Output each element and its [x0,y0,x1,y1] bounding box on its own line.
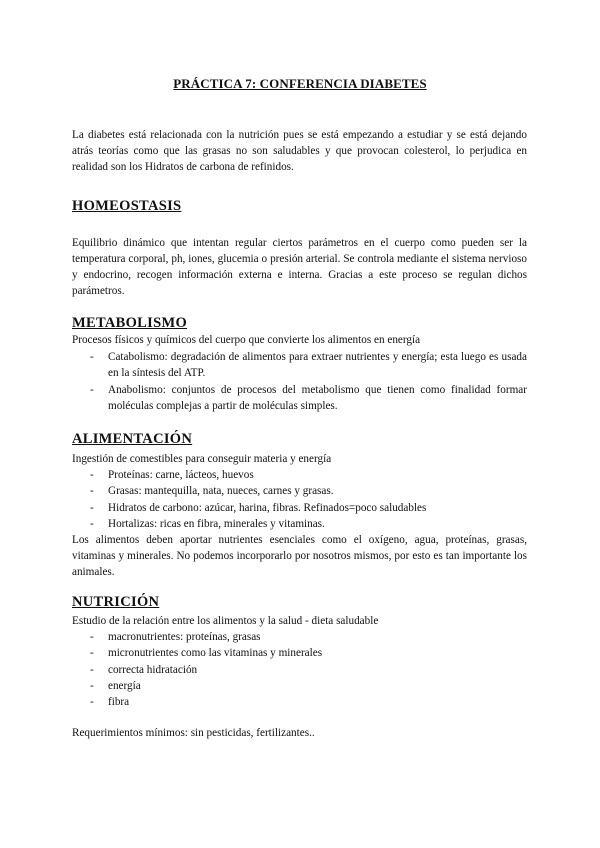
list-item: - correcta hidratación [90,663,198,676]
nutricion-intro: Estudio de la relación entre los alimentos y la salud - dieta saludable [72,615,379,627]
alimentacion-list [72,467,527,532]
list-item: - micronutrientes como las vitaminas y minerales [90,647,323,660]
heading-metabolismo: METABOLISMO [72,315,188,331]
list-item: - fibra [90,696,130,709]
list-item: - Grasas: mantequilla, nata, nueces, carnes y grasas. [90,485,334,498]
heading-alimentacion: ALIMENTACIÓN [72,431,193,447]
heading-homeostasis: HOMEOSTASIS [72,198,182,214]
list-item: - Proteínas: carne, lácteos, huevos [90,469,254,481]
metabolismo-list [72,349,527,414]
list-item: - macronutrientes: proteínas, grasas [90,631,261,643]
metabolismo-intro: Procesos físicos y químicos del cuerpo que convierte los alimentos en energía [72,334,421,346]
page-title: PRÁCTICA 7: CONFERENCIA DIABETES [173,76,427,91]
list-item: - Hortalizas: ricas en fibra, minerales y vitaminas. [90,517,325,530]
alimentacion-intro: Ingestión de comestibles para conseguir materia y energía [72,453,332,465]
nutricion-requerimientos: Requerimientos mínimos: sin pesticidas, fertilizantes.. [72,727,315,739]
alimentacion-paragraph: Los alimentos deben aportar nutrientes esenciales como el oxígeno, agua, proteínas, grasas, vitaminas y minerales. No podemos incorporarlo por nosotros mismos, por esto es tan importante los animales. [72,534,527,578]
heading-nutricion: NUTRICIÓN [72,594,160,610]
homeostasis-paragraph: Equilibrio dinámico que intentan regular ciertos parámetros en el cuerpo como pueden ser la temperatura corporal, ph, iones, glucemia o presión arterial. Se controla mediante el sistema nervioso y endocrino, recogen información externa e interna. Gracias a este proceso se regulan dichos parámetros. [72,237,527,297]
list-item: - energía [90,679,141,692]
list-item: - Catabolismo: degradación de alimentos para extraer nutrientes y energía; esta luego es usada en la síntesis del ATP. [90,351,527,380]
list-item: - Hidratos de carbono: azúcar, harina, fibras. Refinados=poco saludables [90,501,427,514]
nutricion-list [72,629,527,710]
list-item: - Anabolismo: conjuntos de procesos del metabolismo que tienen como finalidad formar moléculas complejas a partir de moléculas simples. [90,383,527,412]
intro-paragraph: La diabetes está relacionada con la nutrición pues se está empezando a estudiar y se está dejando atrás teorías como que las grasas no son saludables y que provocan colesterol, lo perjudica en realidad son los Hidratos de carbona de refinidos. [72,129,527,173]
